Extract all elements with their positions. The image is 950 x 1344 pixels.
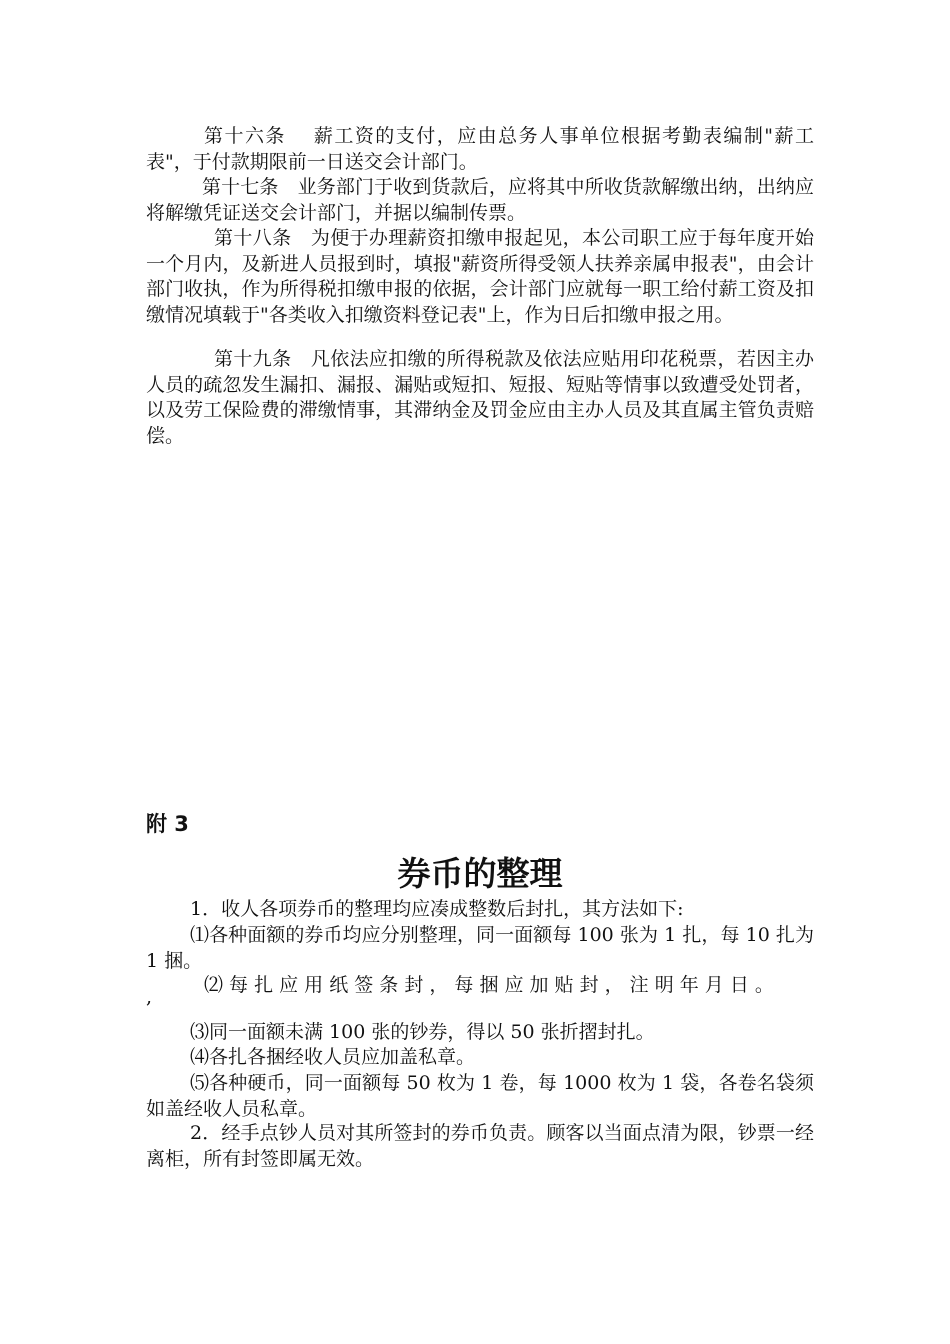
section-title: 券币的整理 (397, 854, 563, 893)
article-18-paragraph: 第十八条 为便于办理薪资扣缴申报起见，本公司职工应于每年度开始一个月内，及新进人员报到时，填报"薪资所得受领人扶养亲属申报表"，由会计部门收执，作为所得税扣缴申报的依据，会计部门应就每一职工给付薪工资及扣缴情况填载于"各类收入扣缴资料登记表"上，作为日后扣缴申报之用。 (146, 227, 814, 326)
rule-item-2: 2．经手点钞人员对其所签封的券币负责。顾客以当面点清为限，钞票一经离柜，所有封签即属无效。 (146, 1122, 814, 1170)
article-19-paragraph: 第十九条 凡依法应扣缴的所得税款及依法应贴用印花税票，若因主办人员的疏忽发生漏扣、漏报、漏贴或短扣、短报、短贴等情事以致遭受处罚者，以及劳工保险费的滞缴情事，其滞纳金及罚金应由主办人员及其直属主管负责赔偿。 (146, 348, 814, 447)
rule-subitem-5: ⑸各种硬币，同一面额每 50 枚为 1 卷，每 1000 枚为 1 袋，各卷名袋须如盖经收人员私章。 (146, 1072, 814, 1120)
article-16-paragraph: 第十六条 薪工资的支付，应由总务人事单位根据考勤表编制"薪工表"，于付款期限前一日送交会计部门。 (146, 125, 814, 173)
rule-subitem-4: ⑷各扎各捆经收人员应加盖私章。 (190, 1046, 476, 1068)
article-17-paragraph: 第十七条 业务部门于收到货款后，应将其中所收货款解缴出纳，出纳应将解缴凭证送交会计部门，并据以编制传票。 (146, 176, 814, 224)
rule-subitem-2: ⑵ 每 扎 应 用 纸 签 条 封 ， 每 捆 应 加 贴 封 ， 注 明 年 月 日 。 (204, 974, 774, 996)
rule-subitem-1: ⑴各种面额的券币均应分别整理，同一面额每 100 张为 1 扎，每 10 扎为 1 捆。 (146, 924, 814, 972)
rule-item-1: 1．收人各项券币的整理均应凑成整数后封扎，其方法如下: (190, 898, 684, 920)
stray-comma-mark: , (146, 986, 153, 1008)
appendix-label: 附 3 (146, 812, 189, 836)
rule-subitem-3: ⑶同一面额未满 100 张的钞券，得以 50 张折摺封扎。 (190, 1021, 655, 1043)
